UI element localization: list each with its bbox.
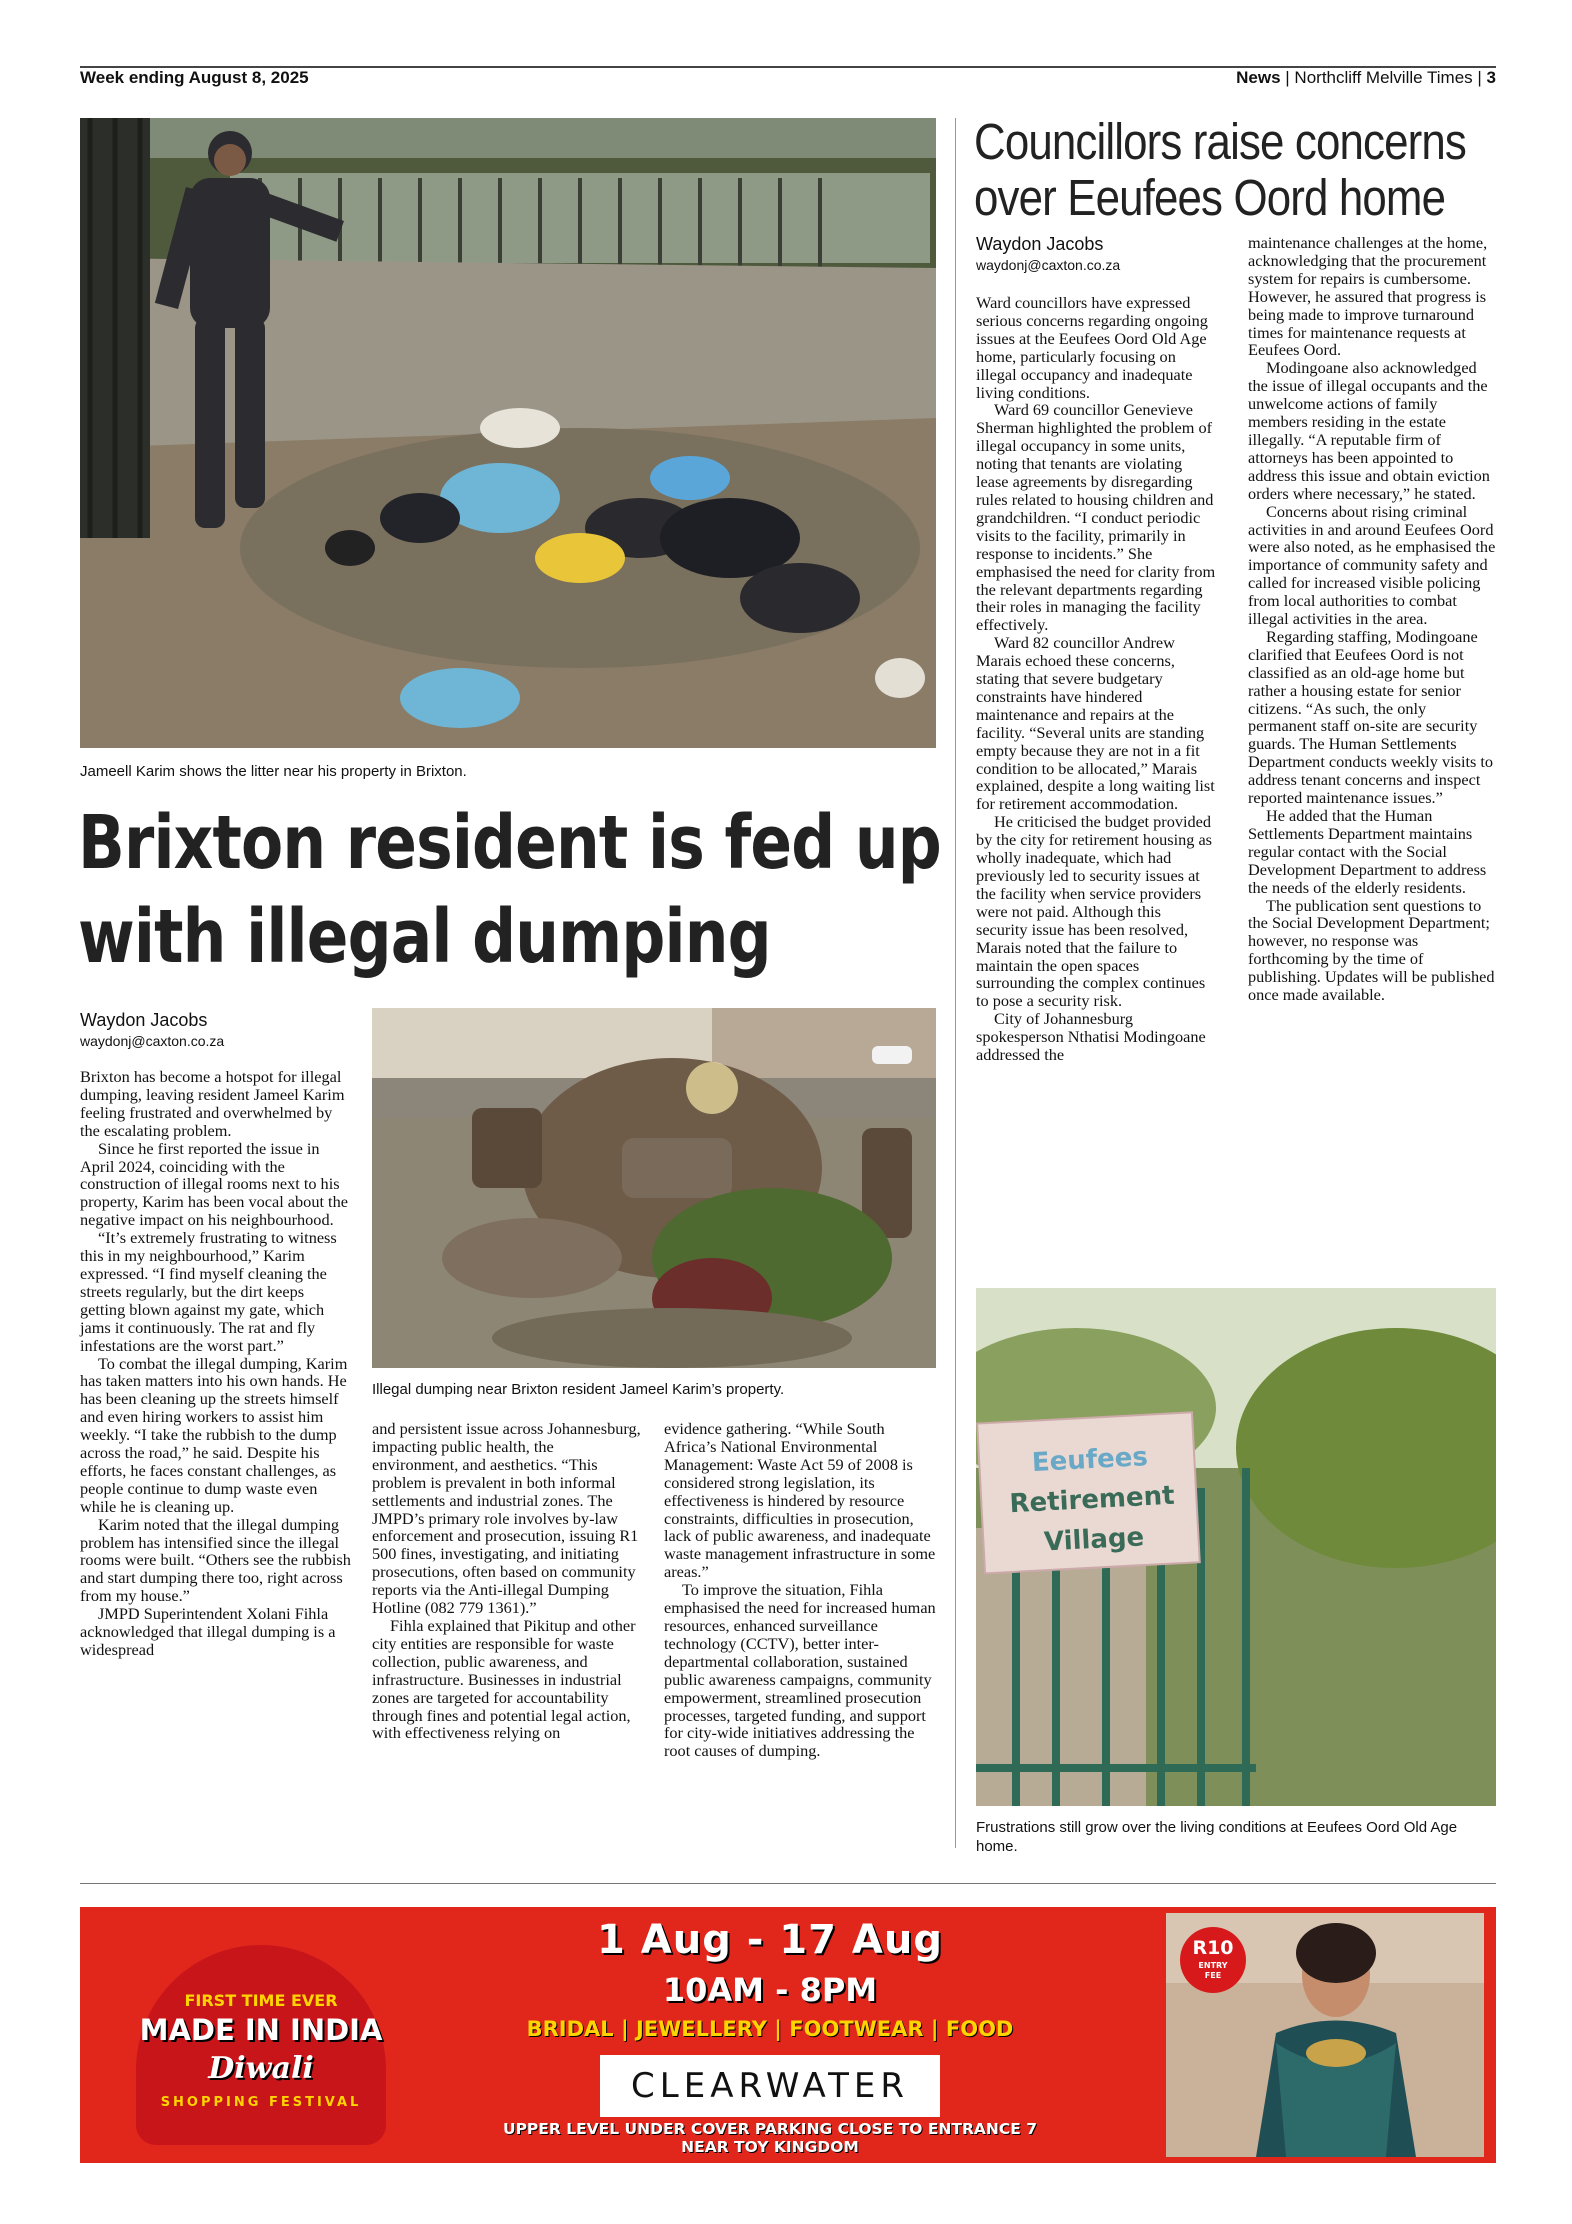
badge-bottom: SHOPPING FESTIVAL bbox=[160, 2095, 362, 2110]
diwali-advert bbox=[80, 1907, 1496, 2163]
paragraph: and persistent issue across Johannesburg, impacting public health, the environment, and aesthetics. “This problem is prevalent in both informal settlements and industrial zones. The JMPD’s primary role involves by-law enforcement and prosecution, issuing R1 500 fines, investigating, and initiating prosecutions, often based on community reports via the Anti-illegal Dumping Hotline (082 779 1361).” bbox=[372, 1419, 641, 1618]
fee-label: FEE bbox=[1204, 1971, 1222, 1980]
clearwater-logo bbox=[600, 2055, 940, 2117]
paragraph: The publication sent questions to the Social Development Department; however, no response was forthcoming by the time of publishing. Updates will be published once made available. bbox=[1248, 895, 1495, 1005]
parking-line: NEAR TOY KINGDOM bbox=[681, 2138, 859, 2156]
venue-name: CLEARWATER bbox=[631, 2066, 909, 2106]
paragraph: He added that the Human Settlements Department maintains regular contact with the Social Development Department to address the needs of the elderly residents. bbox=[1248, 806, 1487, 897]
sign-line: Eeufees bbox=[1031, 1442, 1149, 1479]
badge-top: FIRST TIME EVER bbox=[184, 1991, 338, 2010]
paragraph: Regarding staffing, Modingoane clarified that Eeufees Oord is not classified as an old-age home but rather a housing estate for senior citizens. “As such, the only permanent staff on-site are security guards. The Human Settlements Department conducts weekly visits to address tenant concerns and inspect reported maintenance issues.” bbox=[1248, 626, 1494, 808]
dumping-inset-photo bbox=[372, 1008, 936, 1368]
paragraph: JMPD Superintendent Xolani Fihla acknowledged that illegal dumping is a widespread bbox=[80, 1604, 336, 1659]
left-byline-name: Waydon Jacobs bbox=[80, 1010, 208, 1030]
festival-categories: BRIDAL | JEWELLERY | FOOTWEAR | FOOD bbox=[526, 2017, 1014, 2041]
model-photo bbox=[1166, 1913, 1484, 2157]
litter-photo-illustration bbox=[80, 118, 936, 748]
right-byline-email: waydonj@caxton.co.za bbox=[976, 257, 1121, 273]
paragraph: Brixton has become a hotspot for illegal dumping, leaving resident Jameel Karim feeling frustrated and overwhelmed by the escalating problem. bbox=[80, 1067, 345, 1140]
entry-fee-badge bbox=[1180, 1927, 1246, 1993]
left-byline-email: waydonj@caxton.co.za bbox=[80, 1033, 225, 1049]
article-divider bbox=[955, 118, 956, 1848]
festival-badge bbox=[136, 1945, 386, 2145]
fee-label: ENTRY bbox=[1198, 1961, 1228, 1970]
page-header-right: News | Northcliff Melville Times | 3 bbox=[1236, 68, 1496, 87]
paragraph: Modingoane also acknowledged the issue of illegal occupants and the unwelcome actions of family members residing in the estate illegally. “A reputable firm of attorneys has been appointed to address this issue and obtain eviction orders where necessary,” he stated. bbox=[1248, 358, 1490, 503]
paragraph: evidence gathering. “While South Africa’s National Environmental Management: Waste Act 59 of 2008 is considered strong legislation, its effectiveness is hindered by resource constraints, difficulties in prosecution, lack of public awareness, and inadequate waste management infrastructure in some areas.” bbox=[664, 1419, 936, 1582]
festival-dates: 1 Aug - 17 Aug bbox=[597, 1917, 943, 1963]
paragraph: Karim noted that the illegal dumping problem has intensified since the illegal rooms were built. “Others see the rubbish and start dumping there too, right across from my house.” bbox=[80, 1514, 351, 1606]
paragraph: Ward 82 councillor Andrew Marais echoed these concerns, stating that severe budgetary constraints have hindered maintenance and repairs at the facility. “Several units are standing empty because they are not in a fit condition to be allocated,” Marais explained, despite a long waiting list for retirement accommodation. bbox=[976, 633, 1215, 814]
right-byline-name: Waydon Jacobs bbox=[976, 234, 1104, 254]
dumping-inset-caption: Illegal dumping near Brixton resident Jameel Karim’s property. bbox=[372, 1381, 785, 1398]
paragraph: Since he first reported the issue in April 2024, coinciding with the construction of illegal rooms next to his property, Karim has been vocal about the negative impact on his neighbourhood. bbox=[80, 1138, 348, 1230]
right-article-col2 bbox=[1248, 234, 1496, 1004]
fee-amount: R10 bbox=[1192, 1937, 1234, 1959]
publication-name: Northcliff Melville Times bbox=[1294, 68, 1473, 87]
litter-photo-caption: Jameell Karim shows the litter near his property in Brixton. bbox=[80, 763, 467, 780]
litter-photo bbox=[80, 118, 936, 748]
festival-hours: 10AM - 8PM bbox=[662, 1971, 878, 2009]
paragraph: To combat the illegal dumping, Karim has taken matters into his own hands. He has been cleaning up the streets himself and even hiring workers to assist him weekly. “I take the rubbish to the dump across the road,” he said. Despite his efforts, he faces constant challenges, as people continue to dump waste even while he is cleaning up. bbox=[80, 1353, 348, 1516]
right-article-col1 bbox=[976, 294, 1216, 1064]
issue-date: Week ending August 8, 2025 bbox=[80, 68, 309, 87]
paragraph: Ward 69 councillor Genevieve Sherman highlighted the problem of illegal occupancy in some units, noting that tenants are violating lease agreements by disregarding rules related to housing children and grandchildren. “I conduct periodic visits to the facility, primarily in response to incidents.” She emphasised the need for clarity from the relevant departments regarding their roles in managing the facility effectively. bbox=[976, 400, 1216, 635]
paragraph: Fihla explained that Pikitup and other city entities are responsible for waste collection, public awareness, and infrastructure. Businesses in industrial zones are targeted for accountability through fines and potential legal action, with effectiveness relying on bbox=[372, 1615, 636, 1743]
paragraph: City of Johannesburg spokesperson Nthatisi Modingoane addressed the bbox=[976, 1009, 1206, 1065]
paragraph: He criticised the budget provided by the city for retirement housing as wholly inadequate, which had previously led to security issues at the facility when service providers were not paid. Although this security issue has been resolved, Marais noted that the failure to maintain the open spaces surrounding the complex continues to pose a security risk. bbox=[976, 812, 1213, 1011]
paragraph: Concerns about rising criminal activities in and around Eeufees Oord were also noted, as he emphasised the importance of community safety and called for increased visible policing from local authorities to combat illegal activities in the area. bbox=[1248, 501, 1496, 629]
left-article-col1 bbox=[80, 1068, 352, 1659]
sign-line: Village bbox=[1043, 1522, 1145, 1558]
eeufees-sign-photo bbox=[976, 1288, 1496, 1806]
parking-info bbox=[380, 2120, 1160, 2156]
left-headline-line1: Brixton resident is fed up bbox=[78, 800, 941, 886]
section-name: News bbox=[1236, 68, 1281, 87]
paragraph: Ward councillors have expressed serious concerns regarding ongoing issues at the Eeufees Oord Old Age home, particularly focusing on illegal occupancy and inadequate living conditions. bbox=[976, 293, 1208, 402]
right-headline-line2: over Eeufees Oord home bbox=[974, 169, 1446, 226]
paragraph: “It’s extremely frustrating to witness this in my neighbourhood,” Karim expressed. “I find myself cleaning the streets regularly, but the dirt keeps getting blown against my gate, which jams it continuously. The rat and fly infestations are the worst part.” bbox=[80, 1228, 337, 1355]
left-headline-line2: with illegal dumping bbox=[78, 894, 771, 980]
paragraph: maintenance challenges at the home, acknowledging that the procurement system for repairs is cumbersome. However, he assured that progress is being made to improve turnaround times for maintenance requests at Eeufees Oord. bbox=[1248, 233, 1488, 360]
left-article-col3 bbox=[664, 1420, 936, 1760]
right-headline-line1: Councillors raise concerns bbox=[974, 113, 1467, 170]
page-number: 3 bbox=[1486, 68, 1496, 87]
paragraph: To improve the situation, Fihla emphasised the need for increased human resources, enhanced surveillance technology (CCTV), better inter-departmental collaboration, sustained public awareness campaigns, community empowerment, streamlined prosecution processes, targeted funding, and support for city-wide initiatives addressing the root causes of dumping. bbox=[664, 1580, 936, 1761]
parking-line: UPPER LEVEL UNDER COVER PARKING CLOSE TO ENTRANCE 7 bbox=[502, 2120, 1038, 2138]
left-article-col2 bbox=[372, 1420, 644, 1742]
sign-text bbox=[989, 1435, 1195, 1565]
badge-main: MADE IN INDIA bbox=[139, 2013, 383, 2047]
advert-separator bbox=[80, 1883, 1496, 1884]
badge-script: Diwali bbox=[208, 2051, 314, 2086]
dumping-inset-illustration bbox=[372, 1008, 936, 1368]
sign-line: Retirement bbox=[1008, 1480, 1176, 1520]
eeufees-photo-caption: Frustrations still grow over the living conditions at Eeufees Oord Old Age home. bbox=[976, 1819, 1458, 1855]
